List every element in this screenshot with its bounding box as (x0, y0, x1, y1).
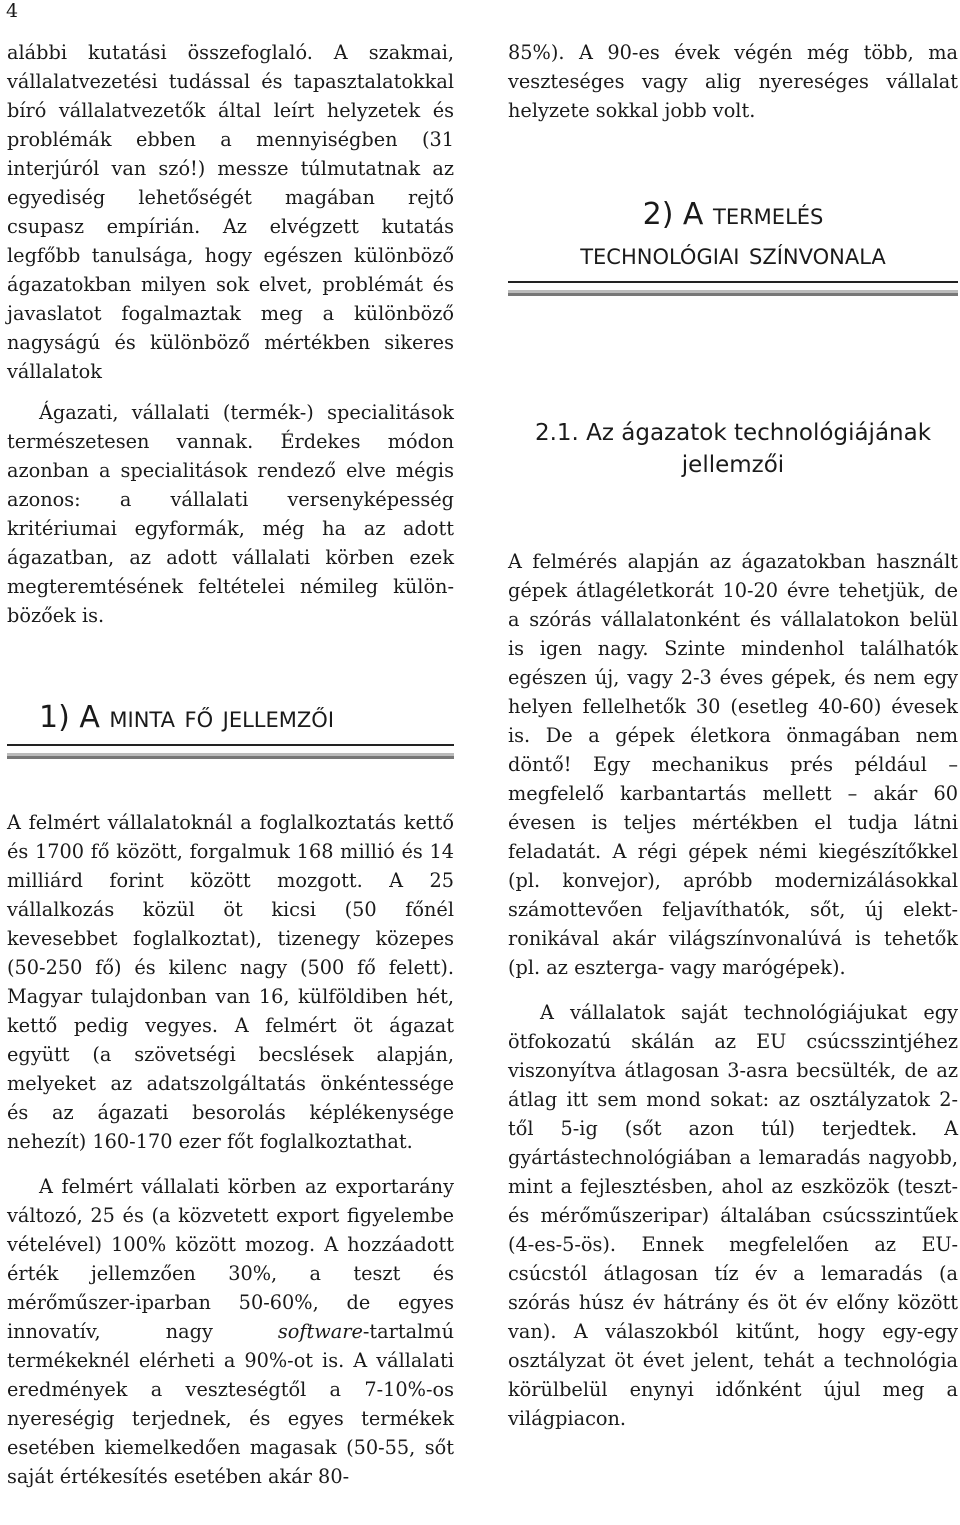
body-paragraph: Ágazati, vállalati (termék-) specialitások természetesen vannak. Érdekes módon azonban a specialitások rendező elve mégis azonos: a vállalati versenyképesség kritériumai egyformák, még ha az adott ágazatban, az adott vállalati körben ezek megteremtésének feltételei némileg különbözőek is. (7, 401, 454, 627)
body-paragraph: A felmérés alapján az ágazatokban használt gépek átlagéletkorát 10-20 évre tehetjük, de a szórás vállalatonként és vállalatokon belül is igen nagy. Szinte mindenhol találhatók egészen új, vagy 2-3 éves gépek, és nem egy helyen fellelhetők 30 (esetleg 40-60) évesek is. De a gépek életkora önmagában nem döntő! Egy mechanikus prés például – megfelelő karbantartás mellett – akár 60 évesen is teljes mértékben el tudja látni feladatát. A régi gépek némi kiegészítőkkel (pl. konvejor), apróbb modernizálásokkal számottevően feljavíthatók, sőt, új elektronikával akár világszínvonalúvá is tehetők (pl. az eszterga- vagy marógépek). (508, 550, 958, 979)
italic-text: software (277, 1320, 363, 1343)
subsection-heading: jellemzői (681, 452, 785, 478)
body-paragraph: A vállalatok saját technológiájukat egy ötfokozatú skálán az EU csúcsszintjéhez viszonyítva átlagosan 3-asra becsülték, de az átlag itt sem mond sokat: az osztályzatok 2-től 5-ig (sőt azon túl) terjedtek. A gyártástechnológiában a lemaradás nagyobb, mint a fejlesztésben, ahol az eszközök (teszt- és mérőműszeripar) általában csúcsszintűek (4-es-5-ös). Ennek megfelelően az EU-csúcstól átlagosan tíz év a lemaradás (a szórás húsz év hátrány és öt év előny között van). A válaszokból kitűnt, hogy egy-egy osztályzat öt évet jelent, tehát a technológia körülbelül enynyi időnként újul meg a világpiacon. (508, 1001, 958, 1430)
section-heading: 2) A termelés (642, 197, 824, 232)
body-paragraph: 85%). A 90-es évek végén még több, ma veszteséges vagy alig nyereséges vállalat helyzete sokkal jobb volt. (508, 41, 958, 122)
subsection-heading: 2.1. Az ágazatok technológiájának (534, 420, 932, 446)
body-paragraph: alábbi kutatási összefoglaló. A szakmai, vállalatvezetési tudással és tapasztalatokkal bíró vállalatvezetők által leírt helyzetek és problémák ebben a mennyiségben (31 interjúról van szó!) messze túlmutatnak az egyediség lehetőségét magában rejtő csupasz empírián. Az elvégzett kutatás legfőbb tanulsága, hogy egészen különböző ágazatokban milyen sok elvet, problémát és javaslatot fogalmaztak meg a különböző nagyságú és különböző mértékben sikeres vállalatok (7, 41, 454, 383)
heading-rule (508, 281, 958, 293)
heading-rule (7, 744, 454, 756)
text-run: -tartalmú termékeknél elérheti a 90%-ot is. A vállalati eredmények a veszteségtől a 7-10%-os nyereségig terjednek, és egyes termékek esetében kiemelkedően magasak (50-55, sőt saját értékesítés esetében akár 80- (7, 1320, 454, 1488)
text-run: A felmért vállalati körben az exportarány változó, 25 és (a közvetett export figyelembe vételével) 100% között mozog. A hozzáadott érték jellemzően 30%, a teszt és mérőműszer-iparban 50-60%, de egyes innovatív, nagy (7, 1175, 454, 1343)
right-column (508, 38, 958, 1433)
section-heading: technológiai színvonala (580, 237, 886, 272)
body-paragraph (7, 1172, 454, 1491)
left-column (7, 38, 454, 1491)
body-paragraph: A felmért vállalatoknál a foglalkoztatás kettő és 1700 fő között, forgalmuk 168 millió és 14 milliárd forint között mozgott. A 25 vállalkozás közül öt kicsi (50 főnél kevesebbet foglalkoztat), tizenegy közepes (50-250 fő) és kilenc nagy (500 fő felett). Magyar tulajdonban van 16, külföldiben hét, kettő pedig vegyes. A felmért öt ágazat együtt (a szövetségi becslések alapján, melyeket az adatszolgáltatás önkéntessége és az ágazati besorolás képlékenysége nehezít) 160-170 ezer főt foglalkoztathat. (7, 811, 454, 1153)
page-number: 4 (6, 0, 19, 22)
section-heading: 1) A minta fő jellemzői (39, 700, 335, 735)
